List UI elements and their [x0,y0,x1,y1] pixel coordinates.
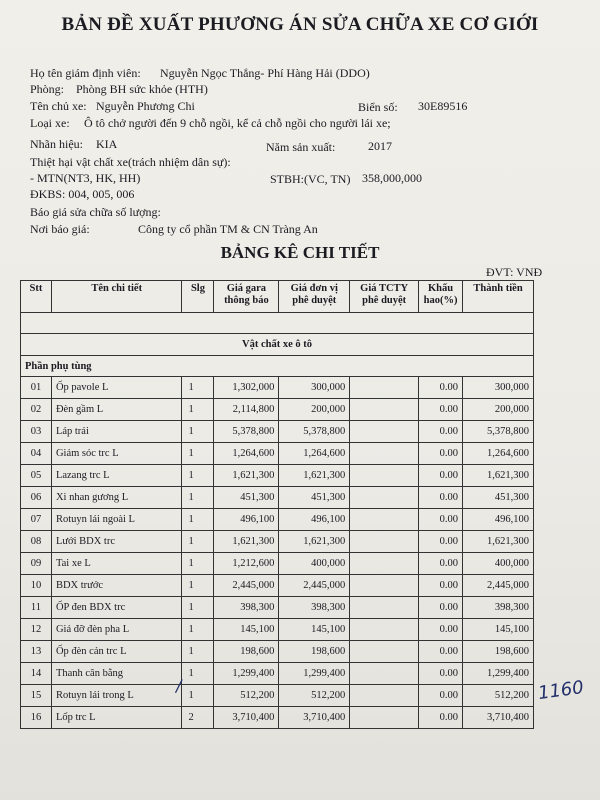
cell-name: Tai xe L [51,553,182,575]
cell-unit: 300,000 [279,377,350,399]
mtn-value: - MTN(NT3, HK, HH) [30,171,141,185]
dept-label: Phòng: [30,82,65,96]
group-row: Phần phụ tùng [21,356,534,377]
table-row [21,509,534,531]
cell-tcty [350,663,419,685]
cell-name: Giá đỡ đèn pha L [51,619,182,641]
cell-name: Lưới BDX trc [51,531,182,553]
cell-gara: 1,621,300 [214,465,279,487]
cell-qty: 1 [182,641,214,663]
place-value: Công ty cổ phần TM & CN Tràng An [138,222,318,236]
cell-total: 512,200 [463,685,534,707]
cell-total: 1,264,600 [463,443,534,465]
stbh-label: STBH:(VC, TN) [270,172,351,186]
cell-qty: 1 [182,399,214,421]
cell-stt: 16 [21,707,52,729]
cell-total: 3,710,400 [463,707,534,729]
cell-name: ỐP đen BDX trc [51,597,182,619]
cell-name: Đèn gầm L [51,399,182,421]
cell-name: Lốp trc L [51,707,182,729]
cell-gara: 1,621,300 [214,531,279,553]
cell-total: 496,100 [463,509,534,531]
handwritten-note: 1160 [536,676,586,705]
cell-name: Ốp đèn cản trc L [51,641,182,663]
cell-dep: 0.00 [419,399,463,421]
table-row [21,531,534,553]
cell-qty: 1 [182,553,214,575]
cell-stt: 04 [21,443,52,465]
type-label: Loại xe: [30,116,70,130]
table-row [21,443,534,465]
dkbs-value: ĐKBS: 004, 005, 006 [30,187,135,201]
cell-total: 451,300 [463,487,534,509]
cell-name: Xi nhan gương L [51,487,182,509]
cell-unit: 198,600 [279,641,350,663]
currency-unit: ĐVT: VNĐ [486,265,543,279]
cell-stt: 06 [21,487,52,509]
cell-unit: 1,264,600 [279,443,350,465]
cell-tcty [350,399,419,421]
cell-unit: 1,621,300 [279,531,350,553]
cell-dep: 0.00 [419,597,463,619]
cell-stt: 14 [21,663,52,685]
brand-value: KIA [96,137,118,151]
year-value: 2017 [368,139,392,153]
table-title: BẢNG KÊ CHI TIẾT [220,243,380,262]
cell-total: 200,000 [463,399,534,421]
cell-total: 300,000 [463,377,534,399]
cell-name: Rotuyn lái trong L [51,685,182,707]
cell-stt: 09 [21,553,52,575]
section-row: Vật chất xe ô tô [21,334,534,356]
cell-unit: 512,200 [279,685,350,707]
plate-label: Biển số: [358,100,398,114]
cell-unit: 200,000 [279,399,350,421]
inspector-value: Nguyễn Ngọc Thắng- Phí Hàng Hải (DDO) [160,66,370,80]
cell-dep: 0.00 [419,443,463,465]
header-stt: Stt [21,281,52,313]
cell-qty: 1 [182,377,214,399]
cell-qty: 1 [182,531,214,553]
brand-label: Nhãn hiệu: [30,137,83,151]
cell-unit: 451,300 [279,487,350,509]
table-row [21,487,534,509]
blank-row [21,313,534,334]
cell-gara: 1,212,600 [214,553,279,575]
damage-label: Thiệt hại vật chất xe(trách nhiệm dân sự): [30,155,231,169]
cell-name: Lazang trc L [51,465,182,487]
table-row [21,399,534,421]
cell-total: 1,621,300 [463,531,534,553]
header-total: Thành tiền [463,281,534,313]
cell-stt: 05 [21,465,52,487]
cell-tcty [350,487,419,509]
cell-unit: 400,000 [279,553,350,575]
cell-gara: 451,300 [214,487,279,509]
cell-gara: 3,710,400 [214,707,279,729]
cell-gara: 512,200 [214,685,279,707]
cell-dep: 0.00 [419,487,463,509]
cell-qty: 1 [182,619,214,641]
cell-dep: 0.00 [419,377,463,399]
cell-tcty [350,377,419,399]
cell-stt: 15 [21,685,52,707]
cell-name: Giảm sóc trc L [51,443,182,465]
cell-total: 400,000 [463,553,534,575]
header-name: Tên chi tiết [51,281,182,313]
table-row [21,663,534,685]
header-depreciation: Khấu hao(%) [419,281,463,313]
cell-gara: 496,100 [214,509,279,531]
cell-qty: 2 [182,707,214,729]
cell-stt: 12 [21,619,52,641]
cell-tcty [350,465,419,487]
table-row [21,597,534,619]
cell-qty: 1 [182,663,214,685]
cell-total: 1,299,400 [463,663,534,685]
owner-value: Nguyễn Phương Chi [96,99,195,113]
cell-total: 1,621,300 [463,465,534,487]
document-title: BẢN ĐỀ XUẤT PHƯƠNG ÁN SỬA CHỮA XE CƠ GIỚI [61,14,539,35]
cell-tcty [350,619,419,641]
cell-unit: 145,100 [279,619,350,641]
header-qty: Slg [182,281,214,313]
header-unit-price: Giá đơn vị phê duyệt [279,281,350,313]
table-row [21,465,534,487]
cell-total: 198,600 [463,641,534,663]
year-label: Năm sản xuất: [266,140,336,154]
cell-dep: 0.00 [419,575,463,597]
cell-qty: 1 [182,597,214,619]
cell-dep: 0.00 [419,641,463,663]
table-row [21,685,534,707]
cell-tcty [350,509,419,531]
cell-gara: 1,264,600 [214,443,279,465]
cell-qty: 1 [182,509,214,531]
cell-dep: 0.00 [419,421,463,443]
cell-gara: 2,114,800 [214,399,279,421]
table-row [21,553,534,575]
cell-gara: 398,300 [214,597,279,619]
cell-name: Láp trái [51,421,182,443]
cell-unit: 1,621,300 [279,465,350,487]
cell-stt: 13 [21,641,52,663]
cell-dep: 0.00 [419,619,463,641]
cell-dep: 0.00 [419,465,463,487]
cell-unit: 1,299,400 [279,663,350,685]
cell-name: Thanh cân bằng [51,663,182,685]
cell-total: 5,378,800 [463,421,534,443]
cell-tcty [350,531,419,553]
table-row [21,641,534,663]
cell-unit: 398,300 [279,597,350,619]
cell-dep: 0.00 [419,663,463,685]
cell-total: 2,445,000 [463,575,534,597]
cell-qty: 1 [182,575,214,597]
plate-value: 30E89516 [418,99,468,113]
cell-tcty [350,641,419,663]
cell-dep: 0.00 [419,553,463,575]
cell-stt: 07 [21,509,52,531]
cell-name: Rotuyn lái ngoài L [51,509,182,531]
cell-gara: 2,445,000 [214,575,279,597]
cell-stt: 01 [21,377,52,399]
cell-tcty [350,575,419,597]
cell-dep: 0.00 [419,707,463,729]
cell-qty: 1 [182,465,214,487]
cell-qty: 1 [182,487,214,509]
detail-table [20,280,534,729]
type-value: Ô tô chở người đến 9 chỗ ngồi, kể cả chỗ ngồi cho người lái xe; [84,116,391,130]
cell-tcty [350,553,419,575]
cell-unit: 3,710,400 [279,707,350,729]
cell-stt: 10 [21,575,52,597]
cell-gara: 5,378,800 [214,421,279,443]
cell-unit: 2,445,000 [279,575,350,597]
cell-gara: 1,299,400 [214,663,279,685]
cell-unit: 496,100 [279,509,350,531]
cell-tcty [350,597,419,619]
cell-name: Ốp pavole L [51,377,182,399]
stbh-value: 358,000,000 [362,171,422,185]
cell-stt: 03 [21,421,52,443]
cell-total: 145,100 [463,619,534,641]
quote-label: Báo giá sửa chữa số lượng: [30,205,161,219]
table-row [21,421,534,443]
cell-gara: 145,100 [214,619,279,641]
place-label: Nơi báo giá: [30,222,90,236]
header-tcty-price: Giá TCTY phê duyệt [350,281,419,313]
cell-qty: 1 [182,443,214,465]
owner-label: Tên chủ xe: [30,99,87,113]
cell-gara: 1,302,000 [214,377,279,399]
cell-tcty [350,707,419,729]
header-gara-price: Giá gara thông báo [214,281,279,313]
table-row [21,575,534,597]
cell-dep: 0.00 [419,685,463,707]
table-header [21,281,534,313]
cell-stt: 02 [21,399,52,421]
table-row [21,377,534,399]
cell-name: BDX trước [51,575,182,597]
table-row [21,707,534,729]
handwritten-mark: / [176,676,182,695]
inspector-label: Họ tên giám định viên: [30,66,141,80]
cell-tcty [350,685,419,707]
table-row [21,619,534,641]
cell-total: 398,300 [463,597,534,619]
cell-stt: 08 [21,531,52,553]
cell-qty: 1 [182,685,214,707]
cell-tcty [350,421,419,443]
dept-value: Phòng BH sức khỏe (HTH) [76,82,208,96]
cell-dep: 0.00 [419,531,463,553]
cell-qty: 1 [182,421,214,443]
cell-gara: 198,600 [214,641,279,663]
cell-unit: 5,378,800 [279,421,350,443]
cell-stt: 11 [21,597,52,619]
cell-dep: 0.00 [419,509,463,531]
cell-tcty [350,443,419,465]
